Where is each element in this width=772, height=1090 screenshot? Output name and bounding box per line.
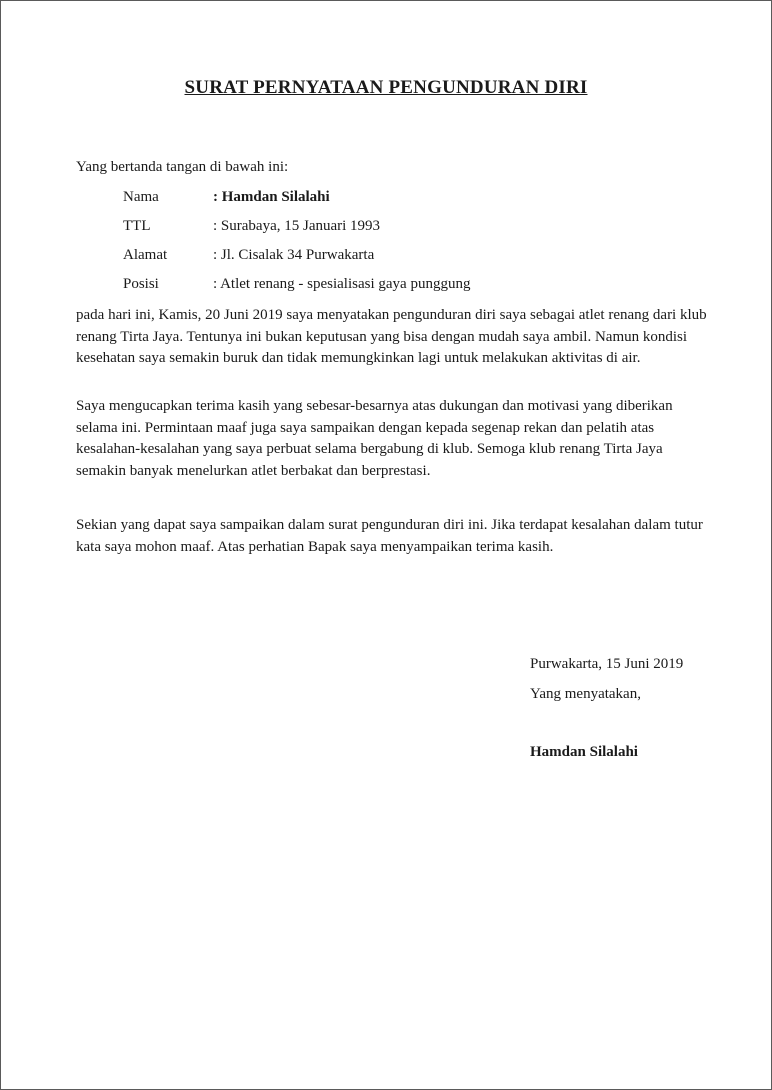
identity-value: : Jl. Cisalak 34 Purwakarta <box>213 247 375 263</box>
identity-value: : Surabaya, 15 Januari 1993 <box>213 218 381 234</box>
identity-row-ttl <box>123 218 470 247</box>
signature-name: Hamdan Silalahi <box>530 744 638 760</box>
paragraph-statement: pada hari ini, Kamis, 20 Juni 2019 saya menyatakan pengunduran diri saya sebagai atlet renang dari klub renang Tirta Jaya. Tentunya ini bukan keputusan yang bisa dengan mudah saya ambil. Namun kondisi kesehatan saya semakin buruk dan tidak memungkinkan lagi untuk melakukan aktivitas di air. <box>76 307 707 367</box>
identity-row-alamat <box>123 247 470 276</box>
identity-row-nama <box>123 189 470 218</box>
identity-label: TTL <box>123 218 151 234</box>
paragraph-thanks: Saya mengucapkan terima kasih yang sebesar-besarnya atas dukungan dan motivasi yang diberikan selama ini. Permintaan maaf juga saya sampaikan dengan kepada segenap rekan dan pelatih atas kesalahan-kesalahan yang saya perbuat selama bergabung di klub. Semoga klub renang Tirta Jaya semakin banyak menelurkan atlet berbakat dan berprestasi. <box>76 398 673 479</box>
identity-label: Nama <box>123 189 159 205</box>
identity-row-posisi <box>123 276 470 305</box>
intro-text: Yang bertanda tangan di bawah ini: <box>76 159 289 175</box>
identity-label: Alamat <box>123 247 168 263</box>
identity-value: : Atlet renang - spesialisasi gaya punggung <box>213 276 471 292</box>
identity-label: Posisi <box>123 276 159 292</box>
paragraph-closing: Sekian yang dapat saya sampaikan dalam surat pengunduran diri ini. Jika terdapat kesalahan dalam tutur kata saya mohon maaf. Atas perhatian Bapak saya menyampaikan terima kasih. <box>76 517 703 555</box>
identity-value: : Hamdan Silalahi <box>213 189 330 205</box>
letter-title: SURAT PERNYATAAN PENGUNDURAN DIRI <box>184 77 588 98</box>
signature-role: Yang menyatakan, <box>530 686 641 702</box>
signature-place-date: Purwakarta, 15 Juni 2019 <box>530 656 684 672</box>
identity-table <box>123 189 470 305</box>
